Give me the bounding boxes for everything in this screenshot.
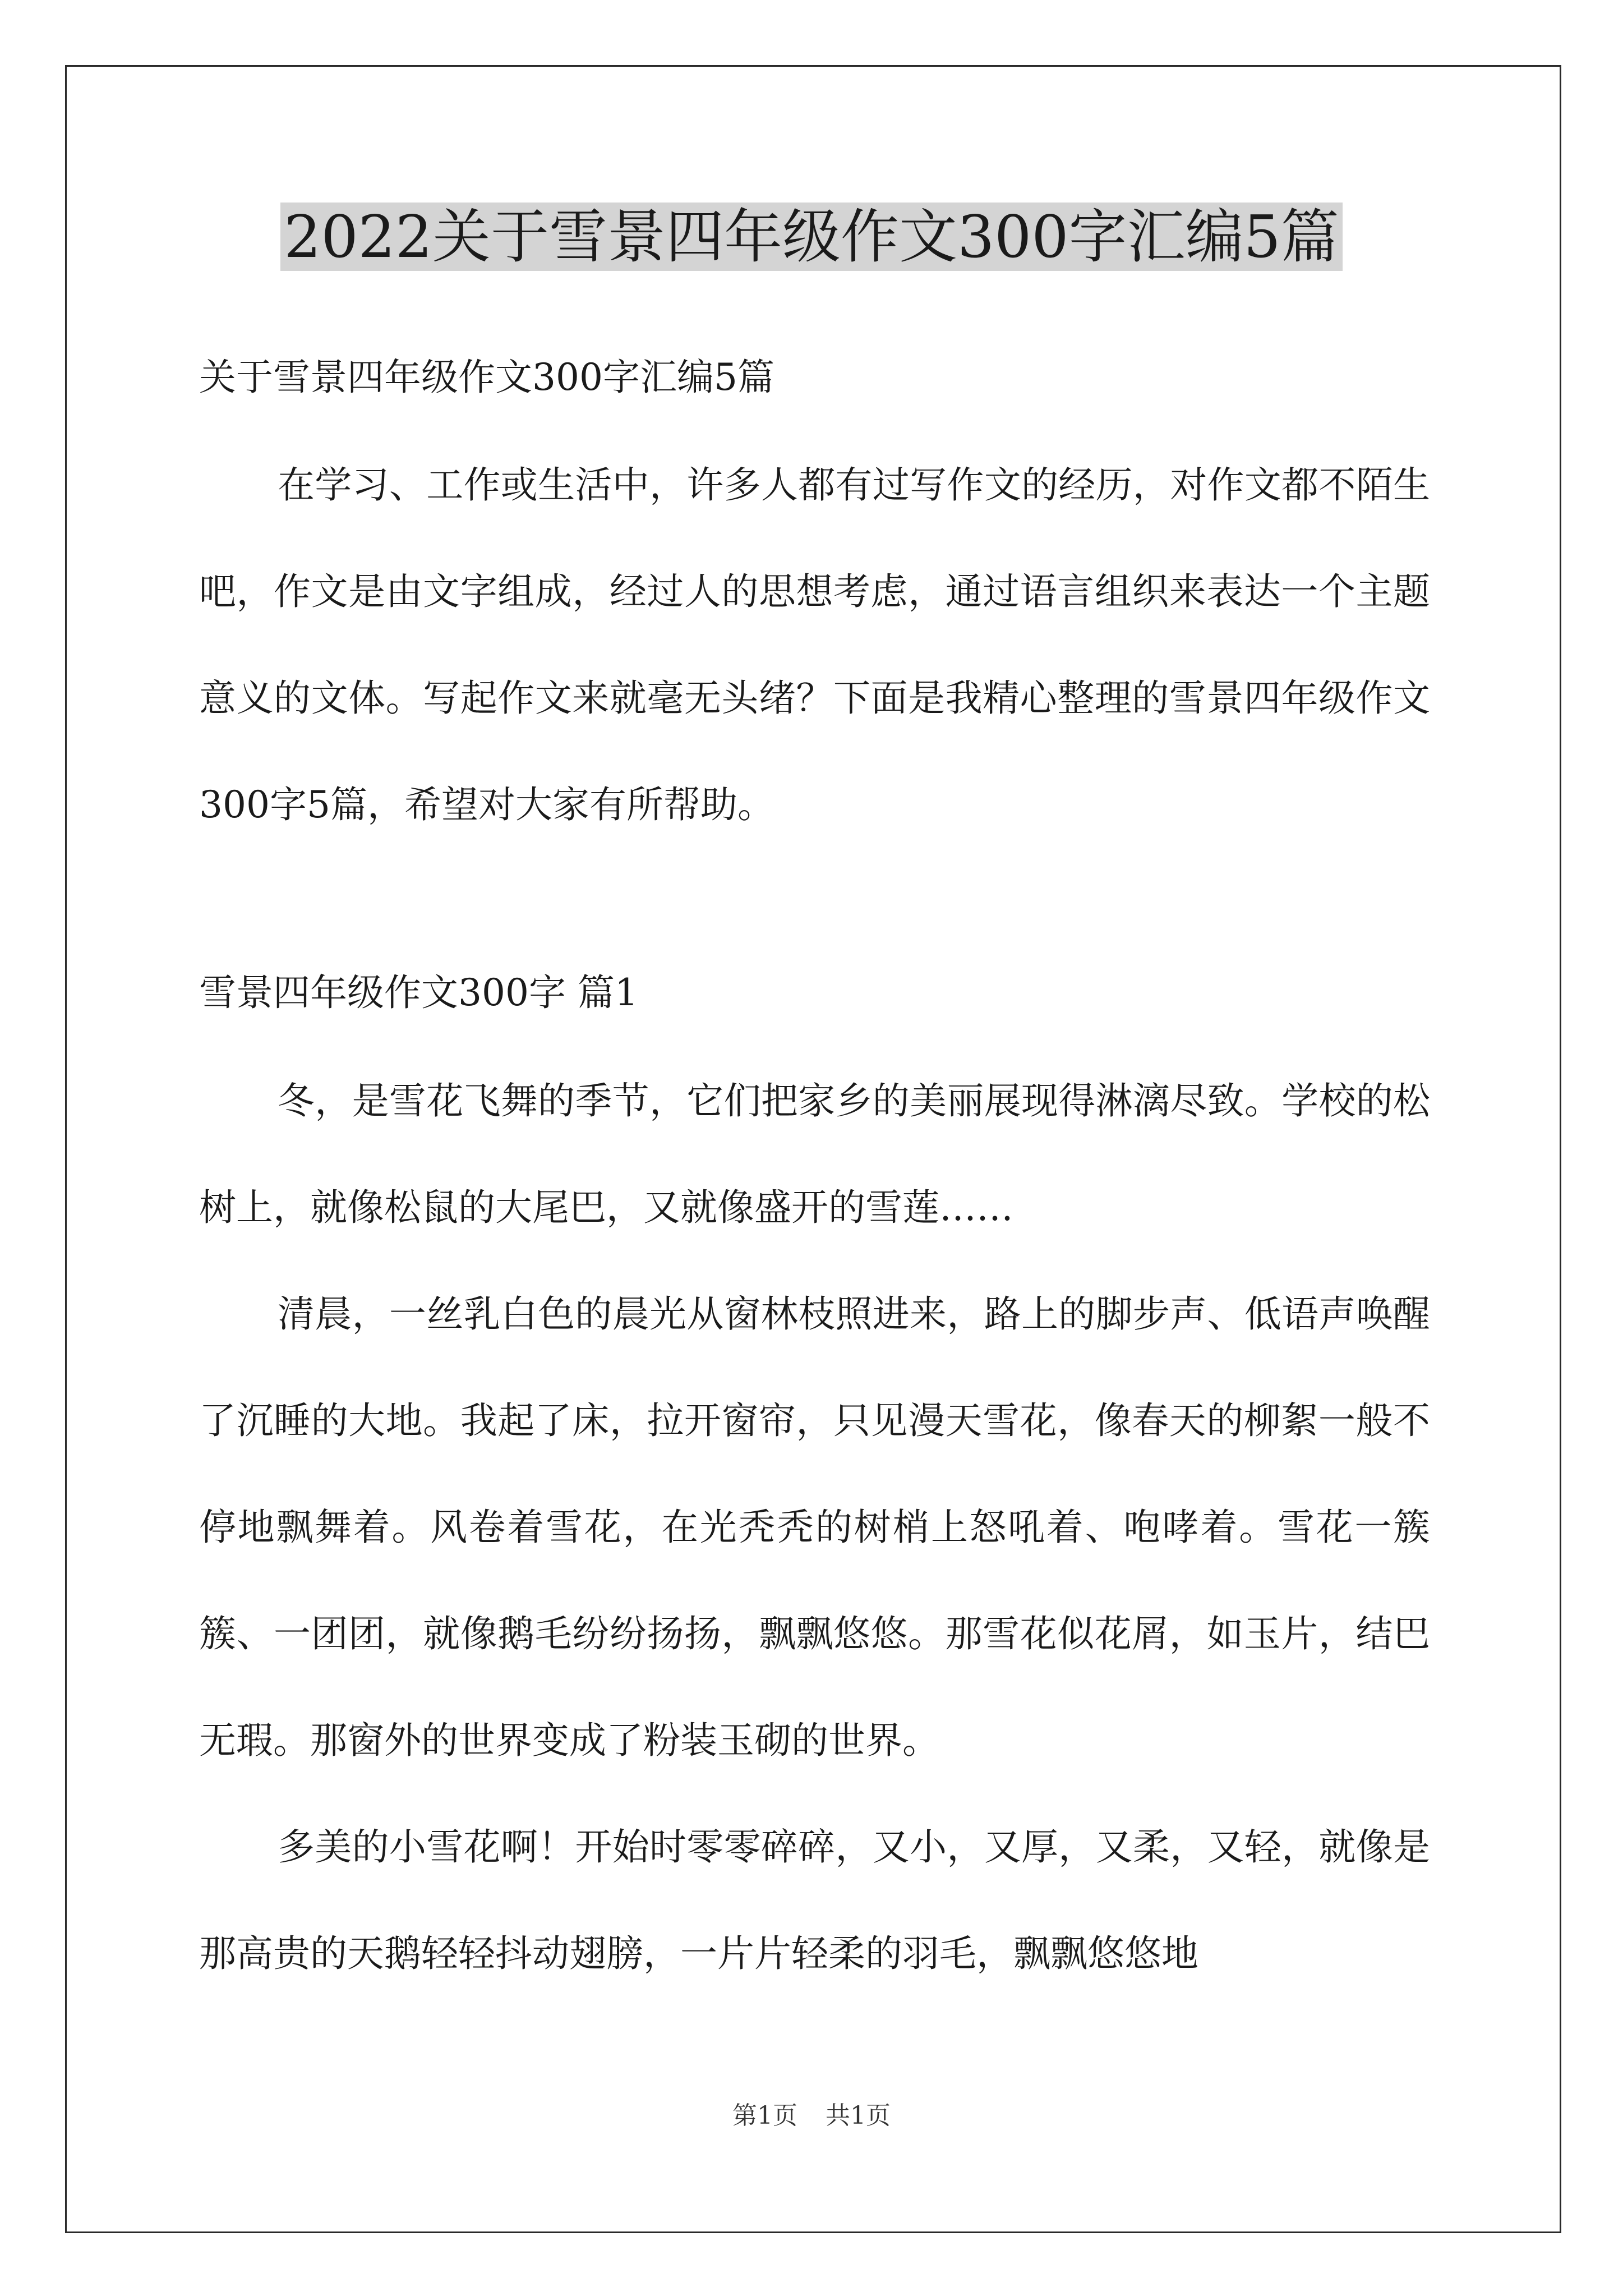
essay-paragraph: 冬，是雪花飞舞的季节，它们把家乡的美丽展现得淋漓尽致。学校的松树上，就像松鼠的大尾巴，又就像盛开的雪莲…… — [199, 1079, 1430, 1229]
page-footer — [0, 2095, 1623, 2131]
page-number-total: 共1页 — [826, 2101, 891, 2130]
intro-paragraph: 在学习、工作或生活中，许多人都有过写作文的经历，对作文都不陌生吧，作文是由文字组成，经过人的思想考虑，通过语言组织来表达一个主题意义的文体。写起作文来就毫无头绪？下面是我精心整理的雪景四年级作文300字5篇，希望对大家有所帮助。 — [199, 463, 1430, 826]
section-heading: 雪景四年级作文300字 篇1 — [199, 971, 638, 1014]
document-title — [0, 199, 1623, 275]
page-number-current: 第1页 — [732, 2101, 797, 2130]
essay-paragraph: 清晨，一丝乳白色的晨光从窗林枝照进来，路上的脚步声、低语声唤醒了沉睡的大地。我起了床，拉开窗帘，只见漫天雪花，像春天的柳絮一般不停地飘舞着。风卷着雪花，在光秃秃的树梢上怒吼着、咆哮着。雪花一簇簇、一团团，就像鹅毛纷纷扬扬，飘飘悠悠。那雪花似花屑，如玉片，结巴无瑕。那窗外的世界变成了粉装玉砌的世界。 — [199, 1292, 1430, 1762]
document-title-text: 2022关于雪景四年级作文300字汇编5篇 — [280, 203, 1342, 271]
document-subtitle: 关于雪景四年级作文300字汇编5篇 — [199, 356, 774, 399]
essay-paragraph: 多美的小雪花啊！开始时零零碎碎，又小，又厚，又柔，又轻，就像是那高贵的天鹅轻轻抖动翅膀，一片片轻柔的羽毛，飘飘悠悠地 — [199, 1825, 1430, 1975]
